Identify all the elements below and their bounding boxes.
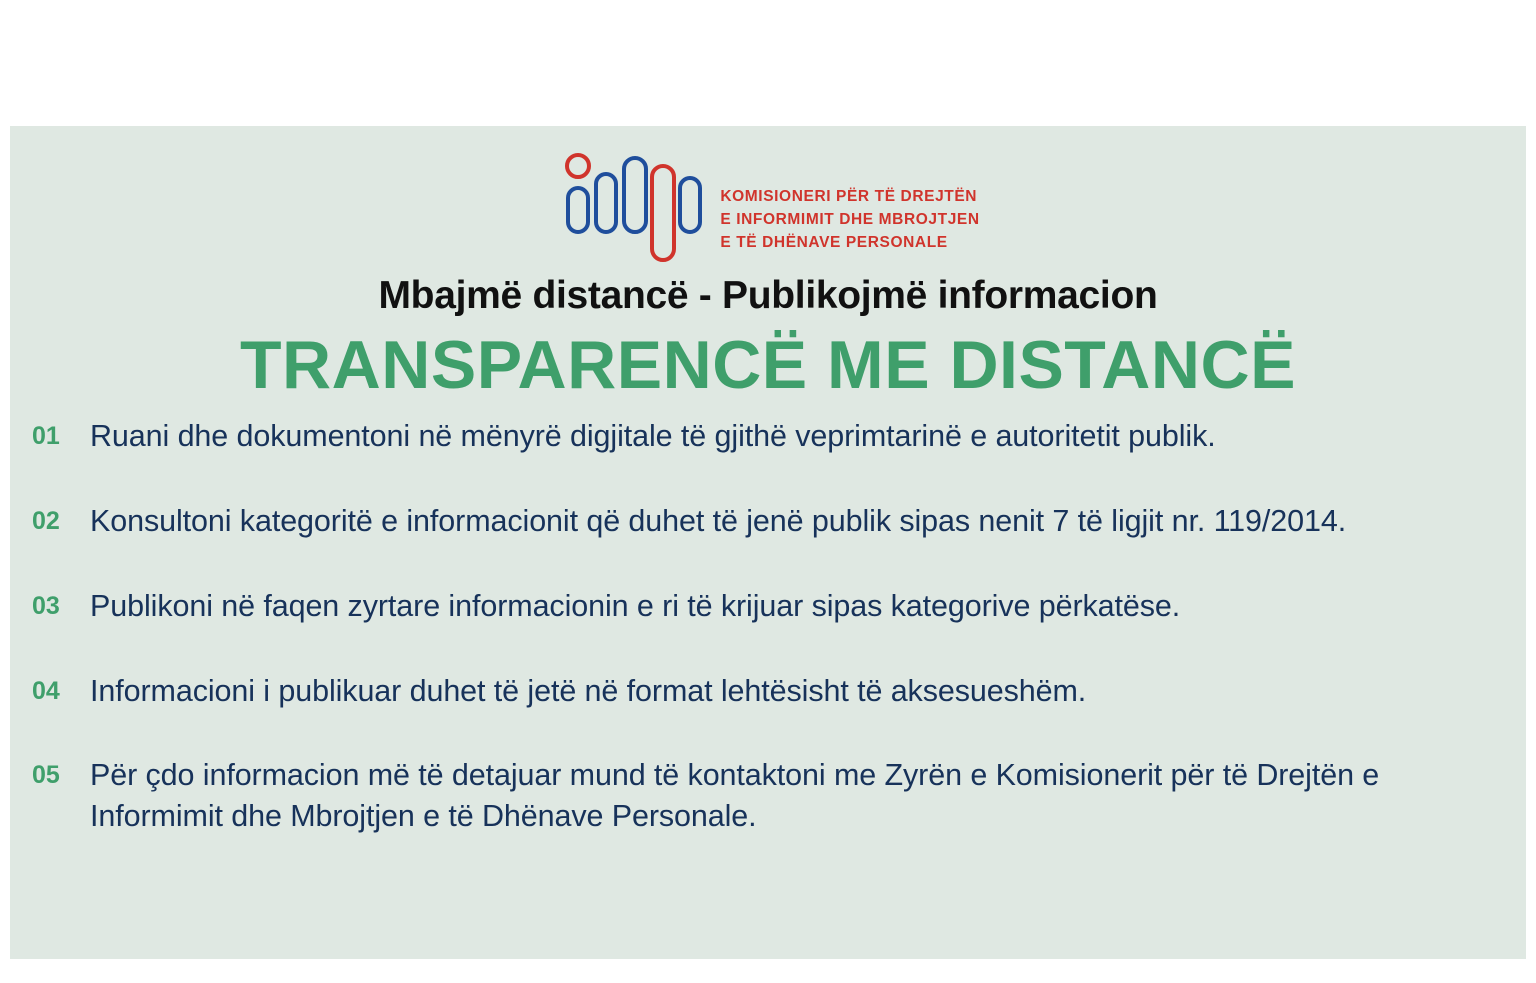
logo-wordmark-line-3: E TË DHËNAVE PERSONALE [720,233,948,251]
poster-headline: TRANSPARENCË ME DISTANCË [240,327,1296,403]
kdimdp-logo-icon [556,144,706,262]
logo-block [10,144,1526,262]
list-item-number: 01 [32,422,60,450]
list-item-text: Për çdo informacion më të detajuar mund të kontaktoni me Zyrën e Komisionerit për të Drejtën e Informimit dhe Mbrojtjen e të Dhënave Personale. [90,758,1380,834]
guideline-list [32,416,1508,881]
list-item [32,501,1508,542]
list-item [32,586,1508,627]
list-item-number: 02 [32,506,60,535]
list-item-number: 04 [32,676,60,705]
list-item-text: Konsultoni kategoritë e informacionit që duhet të jenë publik sipas nenit 7 të ligjit nr. 119/2014. [90,503,1347,538]
list-item-number: 03 [32,591,60,620]
list-item [32,416,1508,457]
logo-wordmark [720,186,979,255]
list-item [32,671,1508,712]
logo-wordmark-line-1: KOMISIONERI PËR TË DREJTËN [720,188,978,205]
list-item-text: Publikoni në faqen zyrtare informacionin e ri të krijuar sipas kategorive përkatëse. [90,588,1181,623]
list-item-number: 05 [32,761,60,790]
list-item-text: Informacioni i publikuar duhet të jetë në format lehtësisht të aksesueshëm. [90,673,1087,708]
poster-canvas [10,126,1526,959]
poster-subtitle: Mbajmë distancë - Publikojmë informacion [378,274,1158,317]
list-item [32,755,1508,837]
logo-wordmark-line-2: E INFORMIMIT DHE MBROJTJEN [720,210,980,228]
list-item-text: Ruani dhe dokumentoni në mënyrë digjitale të gjithë veprimtarinë e autoritetit publik. [90,419,1216,453]
